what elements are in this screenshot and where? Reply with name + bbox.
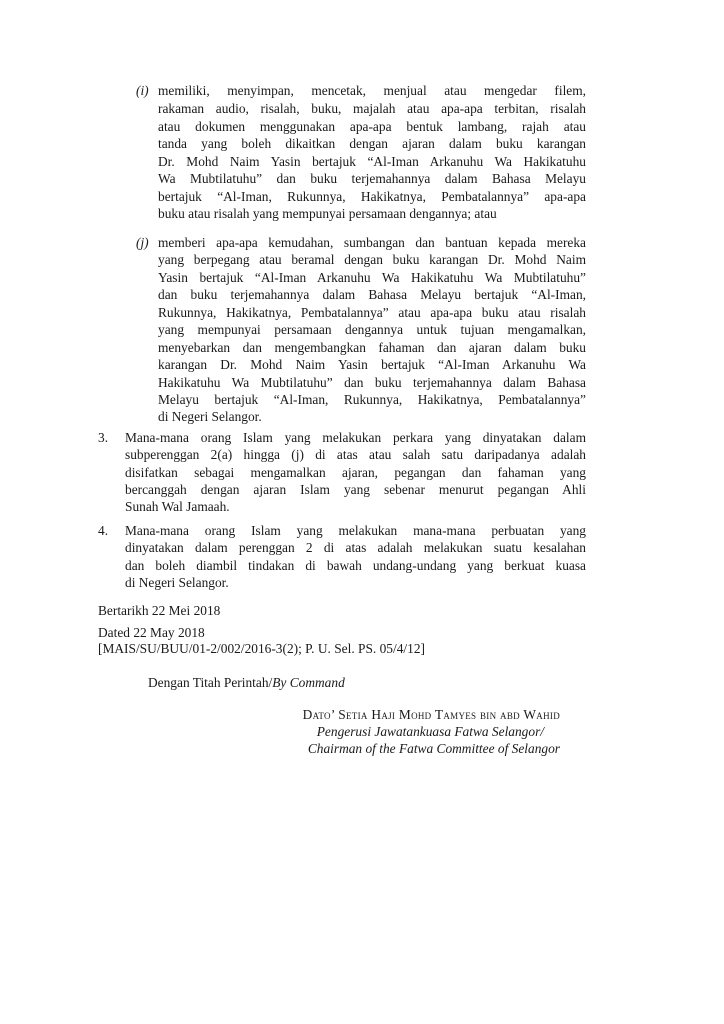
item-j-line: di Negeri Selangor. [158, 409, 262, 424]
para-3-line: bercanggah dengan ajaran Islam yang sebenar menurut pegangan Ahli [125, 482, 586, 497]
item-j-line: Melayu bertajuk “Al-Iman, Rukunnya, Hakikatnya, Pembatalannya” [158, 392, 586, 407]
item-j-line: yang mempunyai persamaan dengannya untuk tujuan mengamalkan, [158, 322, 586, 337]
item-i-line: rakaman audio, risalah, buku, majalah atau apa-apa terbitan, risalah [158, 101, 586, 116]
item-j-line: memberi apa-apa kemudahan, sumbangan dan bantuan kepada mereka [158, 235, 586, 250]
item-j-line: Rukunnya, Hakikatnya, Pembatalannya” atau apa-apa buku atau risalah [158, 305, 586, 320]
item-i-line: Dr. Mohd Naim Yasin bertajuk “Al-Iman Arkanuhu Wa Hakikatuhu [158, 154, 586, 169]
item-j-line: karangan Dr. Mohd Naim Yasin bertajuk “Al-Iman Arkanuhu Wa [158, 357, 586, 372]
item-j-marker: (j) [136, 235, 149, 250]
item-i-line: atau dokumen menggunakan apa-apa bentuk lambang, rajah atau [158, 119, 586, 134]
command-malay: Dengan Titah Perintah/ [148, 675, 273, 690]
para-4-line: dinyatakan dalam perenggan 2 di atas adalah melakukan suatu kesalahan [125, 540, 586, 555]
signatory-name: Dato’ Setia Haji Mohd Tamyes bin abd Wahid [302, 707, 560, 722]
date-english: Dated 22 May 2018 [98, 625, 205, 640]
command-english: By Command [272, 675, 345, 690]
item-i-line: buku atau risalah yang mempunyai persamaan dengannya; atau [158, 206, 497, 221]
item-j-line: menyebarkan dan mengembangkan fahaman dan ajaran dalam buku [158, 340, 586, 355]
item-j-line: yang berpegang atau beramal dengan buku karangan Dr. Mohd Naim [158, 252, 586, 267]
item-j-line: Yasin bertajuk “Al-Iman Arkanuhu Wa Hakikatuhu Wa Mubtilatuhu” [158, 270, 586, 285]
item-j-line: dan buku terjemahannya dalam Bahasa Melayu bertajuk “Al-Iman, [158, 287, 586, 302]
item-i-marker: (i) [136, 83, 149, 98]
para-4-number: 4. [98, 523, 109, 538]
date-malay: Bertarikh 22 Mei 2018 [98, 603, 221, 618]
para-3-line: disifatkan sebagai mengamalkan ajaran, pegangan dan fahaman yang [125, 465, 586, 480]
para-3-line: Sunah Wal Jamaah. [125, 499, 230, 514]
item-i-line: Wa Mubtilatuhu” dan buku terjemahannya dalam Bahasa Melayu [158, 171, 586, 186]
para-3-number: 3. [98, 430, 109, 445]
reference-number: [MAIS/SU/BUU/01-2/002/2016-3(2); P. U. Sel. PS. 05/4/12] [98, 641, 425, 656]
item-i-line: memiliki, menyimpan, mencetak, menjual atau mengedar filem, [158, 83, 586, 98]
para-4-line: Mana-mana orang Islam yang melakukan mana-mana perbuatan yang [125, 523, 586, 538]
para-4-line: dan boleh diambil tindakan di bawah undang-undang yang berkuat kuasa [125, 558, 586, 573]
para-3-line: subperenggan 2(a) hingga (j) di atas atau salah satu daripadanya adalah [125, 447, 586, 462]
signatory-title-english: Chairman of the Fatwa Committee of Selangor [307, 741, 560, 756]
item-j-line: Hakikatuhu Wa Mubtilatuhu” dan buku terjemahannya dalam Bahasa [158, 375, 586, 390]
para-4-line: di Negeri Selangor. [125, 575, 229, 590]
item-i-line: bertajuk “Al-Iman, Rukunnya, Hakikatnya, Pembatalannya” apa-apa [158, 189, 586, 204]
by-command [148, 674, 345, 691]
item-i-line: tanda yang boleh dikaitkan dengan ajaran dalam buku karangan [158, 136, 586, 151]
para-3-line: Mana-mana orang Islam yang melakukan perkara yang dinyatakan dalam [125, 430, 586, 445]
signatory-title-malay: Pengerusi Jawatankuasa Fatwa Selangor/ [316, 724, 544, 739]
